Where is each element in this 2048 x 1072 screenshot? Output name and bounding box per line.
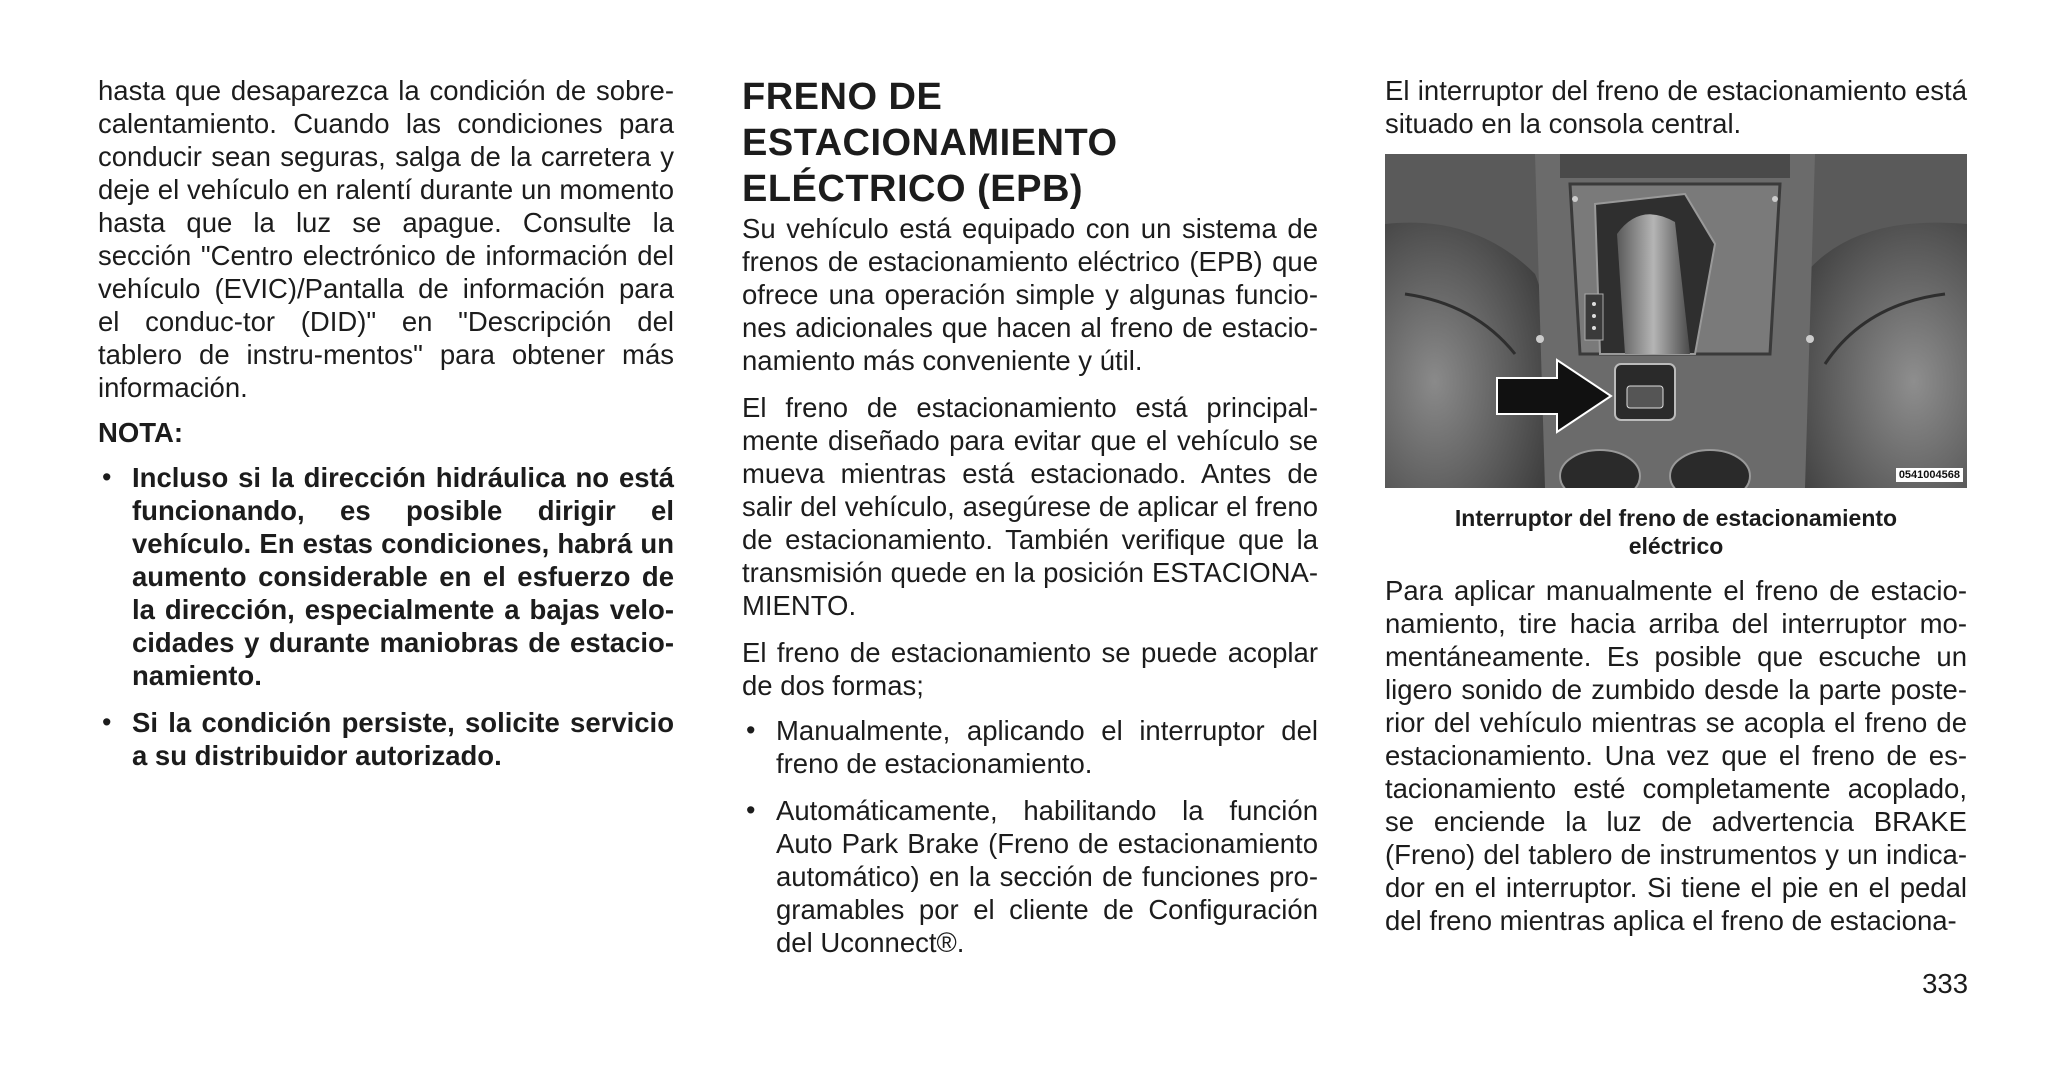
column-middle xyxy=(742,74,1318,973)
engage-methods-list xyxy=(742,714,1318,959)
caption-line: Interruptor del freno de estacionamiento xyxy=(1454,505,1898,531)
paragraph-epb-purpose: El freno de estacionamiento está principal-mente diseñado para evitar que el vehículo se mueva mientras está estacionado. Antes de salir del vehículo, asegúrese de aplicar el freno de estacionamiento. También verifique que la transmisión quede en la posición ESTACIONA-MIENTO. xyxy=(742,392,1318,621)
column-left xyxy=(98,74,674,786)
center-console-illustration xyxy=(1385,154,1967,488)
bullet-text: • Si la condición persiste, solicite servicio a su distribuidor autorizado. xyxy=(132,707,674,771)
note-list xyxy=(98,461,674,772)
intro-paragraph: hasta que desaparezca la condición de sobre-calentamiento. Cuando las condiciones para conducir sean seguras, salga de la carretera y deje el vehículo en ralentí durante un momento hasta que la luz se apague. Consulte la sección "Centro electrónico de información del vehículo (EVIC)/Pantalla de información para el conduc-tor (DID)" en "Descripción del tablero de instru-mentos" para obtener más información. xyxy=(98,75,674,403)
bullet-text: • Manualmente, aplicando el interruptor del freno de estacionamiento. xyxy=(776,715,1318,779)
paragraph-epb-intro: Su vehículo está equipado con un sistema de frenos de estacionamiento eléctrico (EPB) que ofrece una operación simple y algunas funcio-nes adicionales que hacen al freno de estacio-namiento más conveniente y útil. xyxy=(742,213,1318,376)
column-right xyxy=(1385,74,1967,937)
heading-line: ESTACIONAMIENTO xyxy=(742,122,1118,164)
paragraph-manual-apply: Para aplicar manualmente el freno de estacio-namiento, tire hacia arriba del interruptor mo-mentáneamente. Es posible que escuche un ligero sonido de zumbido desde la parte poste-rior del vehículo mientras se acopla el freno de estacionamiento. Una vez que el freno de es-tacionamiento esté completamente acoplado, se enciende la luz de advertencia BRAKE (Freno) del tablero de instrumentos y un indica-dor en el interruptor. Si tiene el pie en el pedal del freno mientras aplica el freno de estaciona- xyxy=(1385,575,1967,936)
right-seat xyxy=(1789,223,1967,488)
note-label: NOTA: xyxy=(98,417,184,448)
bullet-text: • Incluso si la dirección hidráulica no está funcionando, es posible dirigir el vehículo. En estas condiciones, habrá un aumento considerable en el esfuerzo de la dirección, especialmente a bajas velo-cidades y durante maniobras de estacio-namiento. xyxy=(132,462,674,691)
caption-line: eléctrico xyxy=(1628,533,1724,559)
list-item xyxy=(98,461,674,692)
figure-code: 0541004568 xyxy=(1896,468,1963,482)
list-item xyxy=(742,714,1318,780)
section-heading xyxy=(742,74,1318,212)
figure-caption xyxy=(1385,504,1967,560)
bullet-text: • Automáticamente, habilitando la función Auto Park Brake (Freno de estacionamiento automático) en la sección de funciones pro-gramables por el cliente de Configuración del Uconnect®. xyxy=(776,795,1318,958)
heading-line: ELÉCTRICO (EPB) xyxy=(742,168,1084,210)
list-item xyxy=(98,706,674,772)
heading-line: FRENO DE xyxy=(742,76,943,118)
paragraph-switch-location: El interruptor del freno de estacionamiento está situado en la consola central. xyxy=(1385,75,1967,139)
console-photo xyxy=(1385,154,1967,488)
paragraph-engage-methods: El freno de estacionamiento se puede acoplar de dos formas; xyxy=(742,637,1318,701)
list-item xyxy=(742,794,1318,959)
page-number: 333 xyxy=(1922,968,1968,999)
